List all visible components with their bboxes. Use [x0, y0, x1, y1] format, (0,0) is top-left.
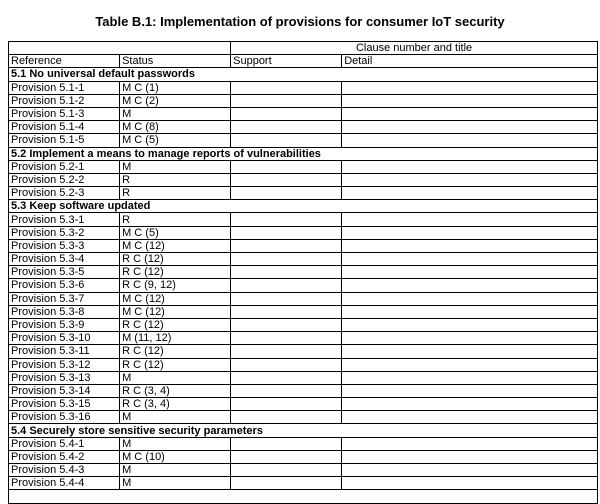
detail-cell [342, 384, 598, 397]
support-cell [231, 477, 342, 490]
reference-cell: Provision 5.4-4 [9, 477, 120, 490]
table-row [9, 398, 598, 411]
support-cell [231, 305, 342, 318]
table-row [9, 94, 598, 107]
detail-cell [342, 81, 598, 94]
column-header-status: Status [120, 55, 231, 68]
support-cell [231, 345, 342, 358]
section-heading: 5.2 Implement a means to manage reports of vulnerabilities [9, 147, 598, 160]
detail-cell [342, 107, 598, 120]
column-header-reference: Reference [9, 55, 120, 68]
detail-cell [342, 450, 598, 463]
section-heading-row [9, 147, 598, 160]
support-cell [231, 239, 342, 252]
detail-cell [342, 464, 598, 477]
reference-cell: Provision 5.3-1 [9, 213, 120, 226]
support-cell [231, 107, 342, 120]
table-row [9, 253, 598, 266]
status-cell: R C (12) [120, 253, 231, 266]
status-cell: M C (2) [120, 94, 231, 107]
table-row [9, 121, 598, 134]
reference-cell: Provision 5.3-16 [9, 411, 120, 424]
detail-cell [342, 318, 598, 331]
reference-cell: Provision 5.3-15 [9, 398, 120, 411]
reference-cell: Provision 5.3-12 [9, 358, 120, 371]
detail-cell [342, 292, 598, 305]
detail-cell [342, 134, 598, 147]
reference-cell: Provision 5.1-2 [9, 94, 120, 107]
status-cell: M [120, 371, 231, 384]
table-row [9, 226, 598, 239]
support-cell [231, 121, 342, 134]
support-cell [231, 81, 342, 94]
reference-cell: Provision 5.3-10 [9, 332, 120, 345]
section-heading-row [9, 424, 598, 437]
detail-cell [342, 437, 598, 450]
status-cell: M C (12) [120, 305, 231, 318]
header-spacer-cell [9, 42, 231, 55]
reference-cell: Provision 5.1-4 [9, 121, 120, 134]
status-cell: R C (12) [120, 318, 231, 331]
reference-cell: Provision 5.2-2 [9, 173, 120, 186]
table-row [9, 371, 598, 384]
clause-header: Clause number and title [231, 42, 598, 55]
detail-cell [342, 213, 598, 226]
reference-cell: Provision 5.3-2 [9, 226, 120, 239]
table-row [9, 477, 598, 490]
support-cell [231, 160, 342, 173]
status-cell: R C (12) [120, 358, 231, 371]
table-row [9, 266, 598, 279]
support-cell [231, 358, 342, 371]
table-row [9, 358, 598, 371]
detail-cell [342, 94, 598, 107]
reference-cell: Provision 5.3-7 [9, 292, 120, 305]
reference-cell: Provision 5.3-5 [9, 266, 120, 279]
section-heading: 5.3 Keep software updated [9, 200, 598, 213]
support-cell [231, 371, 342, 384]
support-cell [231, 384, 342, 397]
reference-cell: Provision 5.4-3 [9, 464, 120, 477]
reference-cell: Provision 5.3-8 [9, 305, 120, 318]
status-cell: M C (1) [120, 81, 231, 94]
detail-cell [342, 332, 598, 345]
support-cell [231, 332, 342, 345]
detail-cell [342, 266, 598, 279]
detail-cell [342, 477, 598, 490]
reference-cell: Provision 5.3-13 [9, 371, 120, 384]
support-cell [231, 94, 342, 107]
status-cell: M [120, 437, 231, 450]
detail-cell [342, 305, 598, 318]
section-heading: 5.4 Securely store sensitive security parameters [9, 424, 598, 437]
reference-cell: Provision 5.3-11 [9, 345, 120, 358]
detail-cell [342, 226, 598, 239]
table-row [9, 437, 598, 450]
table-title: Table B.1: Implementation of provisions for consumer IoT security [95, 14, 505, 29]
reference-cell: Provision 5.4-1 [9, 437, 120, 450]
detail-cell [342, 121, 598, 134]
reference-cell: Provision 5.1-3 [9, 107, 120, 120]
table-row [9, 305, 598, 318]
support-cell [231, 134, 342, 147]
table-row [9, 213, 598, 226]
reference-cell: Provision 5.3-4 [9, 253, 120, 266]
status-cell: M [120, 107, 231, 120]
table-row [9, 345, 598, 358]
detail-cell [342, 398, 598, 411]
support-cell [231, 213, 342, 226]
table-row [9, 173, 598, 186]
status-cell: M C (5) [120, 226, 231, 239]
column-header-row [9, 55, 598, 68]
column-header-support: Support [231, 55, 342, 68]
status-cell: R C (12) [120, 266, 231, 279]
status-cell: M C (12) [120, 292, 231, 305]
table-row [9, 318, 598, 331]
table-main-header-row [9, 42, 598, 55]
detail-cell [342, 253, 598, 266]
detail-cell [342, 160, 598, 173]
table-row [9, 332, 598, 345]
reference-cell: Provision 5.2-1 [9, 160, 120, 173]
detail-cell [342, 345, 598, 358]
status-cell: R [120, 213, 231, 226]
reference-cell: Provision 5.3-9 [9, 318, 120, 331]
support-cell [231, 318, 342, 331]
table-row [9, 81, 598, 94]
section-heading-row [9, 200, 598, 213]
reference-cell: Provision 5.3-3 [9, 239, 120, 252]
detail-cell [342, 187, 598, 200]
table-row [9, 187, 598, 200]
support-cell [231, 173, 342, 186]
table-row [9, 134, 598, 147]
table-row [9, 411, 598, 424]
detail-cell [342, 371, 598, 384]
support-cell [231, 411, 342, 424]
status-cell: M C (5) [120, 134, 231, 147]
detail-cell [342, 279, 598, 292]
provisions-table [8, 41, 598, 504]
reference-cell: Provision 5.3-6 [9, 279, 120, 292]
detail-cell [342, 239, 598, 252]
detail-cell [342, 173, 598, 186]
table-row [9, 292, 598, 305]
status-cell: M (11, 12) [120, 332, 231, 345]
table-row [9, 464, 598, 477]
table-row [9, 384, 598, 397]
status-cell: R C (3, 4) [120, 398, 231, 411]
status-cell: R C (3, 4) [120, 384, 231, 397]
support-cell [231, 437, 342, 450]
status-cell: M [120, 411, 231, 424]
status-cell: R [120, 187, 231, 200]
truncated-cell [9, 490, 598, 503]
reference-cell: Provision 5.4-2 [9, 450, 120, 463]
support-cell [231, 292, 342, 305]
status-cell: M [120, 477, 231, 490]
status-cell: M [120, 160, 231, 173]
truncated-row [9, 490, 598, 503]
table-row [9, 160, 598, 173]
table-row [9, 107, 598, 120]
status-cell: M C (10) [120, 450, 231, 463]
detail-cell [342, 411, 598, 424]
status-cell: M [120, 464, 231, 477]
status-cell: R C (12) [120, 345, 231, 358]
reference-cell: Provision 5.1-5 [9, 134, 120, 147]
support-cell [231, 187, 342, 200]
reference-cell: Provision 5.3-14 [9, 384, 120, 397]
reference-cell: Provision 5.1-1 [9, 81, 120, 94]
status-cell: M C (8) [120, 121, 231, 134]
support-cell [231, 253, 342, 266]
reference-cell: Provision 5.2-3 [9, 187, 120, 200]
column-header-detail: Detail [342, 55, 598, 68]
table-row [9, 279, 598, 292]
status-cell: M C (12) [120, 239, 231, 252]
section-heading-row [9, 68, 598, 81]
table-row [9, 239, 598, 252]
support-cell [231, 279, 342, 292]
section-heading: 5.1 No universal default passwords [9, 68, 598, 81]
status-cell: R C (9, 12) [120, 279, 231, 292]
support-cell [231, 450, 342, 463]
detail-cell [342, 358, 598, 371]
status-cell: R [120, 173, 231, 186]
support-cell [231, 464, 342, 477]
support-cell [231, 226, 342, 239]
support-cell [231, 398, 342, 411]
table-row [9, 450, 598, 463]
support-cell [231, 266, 342, 279]
